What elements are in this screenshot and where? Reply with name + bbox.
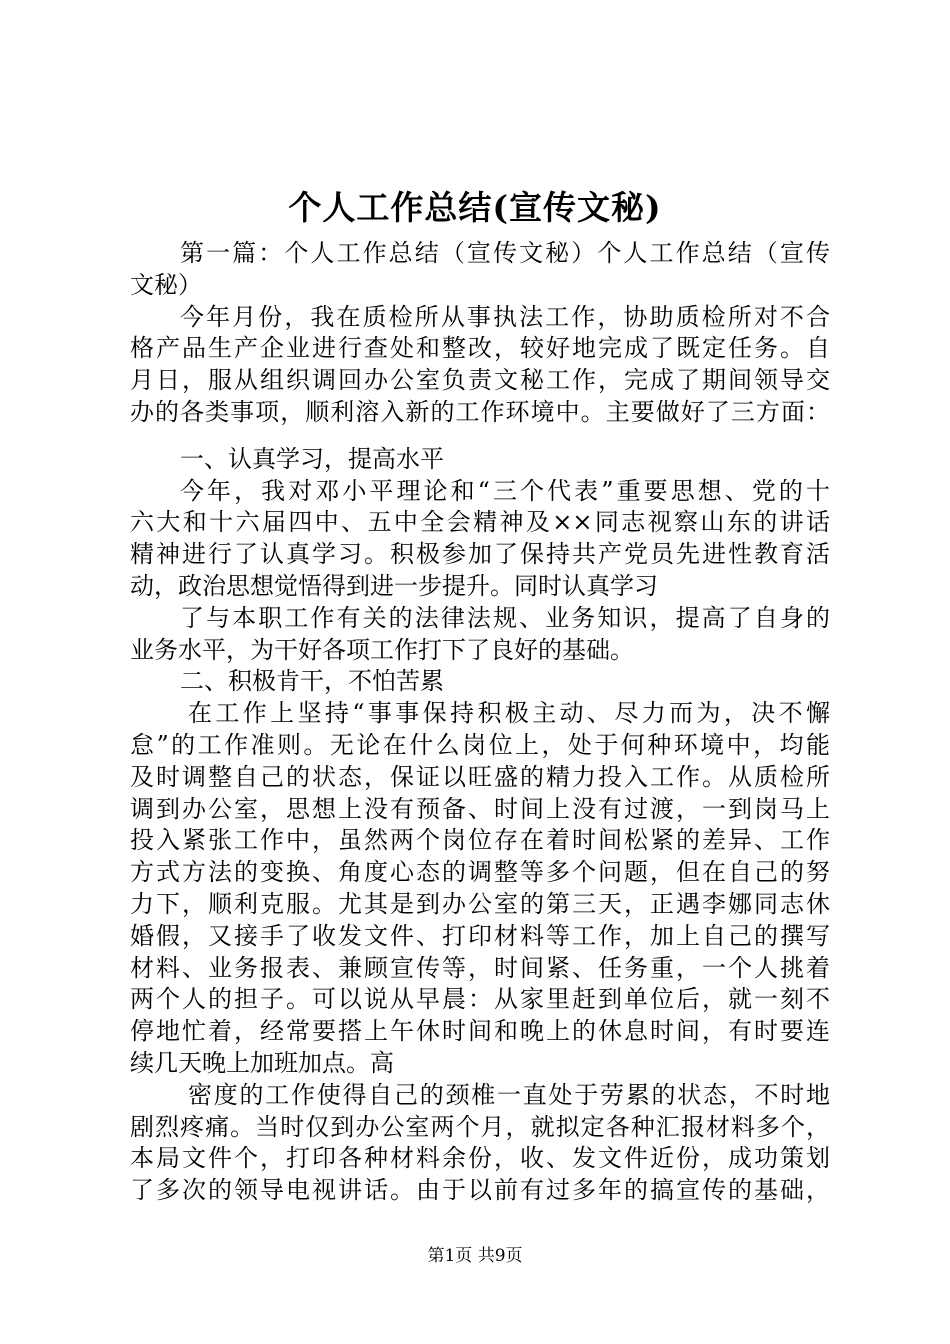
paragraph-line: 剧烈疼痛。当时仅到办公室两个月，就拟定各种汇报材料多个，	[130, 1112, 830, 1141]
paragraph-line: 第一篇：个人工作总结（宣传文秘）个人工作总结（宣传	[180, 239, 830, 267]
paragraph-line: 文秘）	[130, 270, 202, 299]
document-title: 个人工作总结(宣传文秘)	[288, 188, 662, 227]
document-body	[130, 238, 830, 1207]
paragraph-line: 密度的工作使得自己的颈椎一直处于劳累的状态，不时地	[188, 1080, 830, 1109]
paragraph-line: 办的各类事项，顺利溶入新的工作环境中。主要做好了三方面：	[130, 397, 830, 426]
paragraph-line: 及时调整自己的状态，保证以旺盛的精力投入工作。从质检所	[130, 762, 830, 791]
paragraph-gap	[130, 429, 830, 444]
paragraph-line: 格产品生产企业进行查处和整改，较好地完成了既定任务。自	[130, 334, 830, 363]
section-heading: 二、积极肯干，不怕苦累	[180, 667, 444, 696]
paragraph-line: 投入紧张工作中，虽然两个岗位存在着时间松紧的差异、工作	[130, 826, 830, 855]
paragraph-line: 停地忙着，经常要搭上午休时间和晚上的休息时间，有时要连	[130, 1017, 830, 1046]
paragraph-line: 月日，服从组织调回办公室负责文秘工作，完成了期间领导交	[130, 366, 830, 395]
paragraph-line: 方式方法的变换、角度心态的调整等多个问题，但在自己的努	[130, 858, 830, 887]
paragraph-line: 力下，顺利克服。尤其是到办公室的第三天，正遇李娜同志休	[130, 889, 830, 918]
paragraph-line: 精神进行了认真学习。积极参加了保持共产党员先进性教育活	[130, 540, 830, 569]
paragraph-line: 在工作上坚持“事事保持积极主动、尽力而为，决不懈	[188, 699, 830, 728]
paragraph-line: 六大和十六届四中、五中全会精神及××同志视察山东的讲话	[130, 508, 830, 537]
paragraph-line: 两个人的担子。可以说从早晨：从家里赶到单位后，就一刻不	[130, 985, 830, 1014]
paragraph-line: 本局文件个，打印各种材料余份，收、发文件近份，成功策划	[130, 1144, 830, 1173]
paragraph-line: 业务水平，为干好各项工作打下了良好的基础。	[130, 635, 634, 664]
paragraph-line: 怠”的工作准则。无论在什么岗位上，处于何种环境中，均能	[130, 730, 830, 759]
paragraph-line: 今年月份，我在质检所从事执法工作，协助质检所对不合	[180, 302, 830, 331]
paragraph-line: 了多次的领导电视讲话。由于以前有过多年的搞宣传的基础，	[130, 1176, 830, 1205]
paragraph-line: 婚假，又接手了收发文件、打印材料等工作，加上自己的撰写	[130, 921, 830, 950]
paragraph-line: 续几天晚上加班加点。高	[130, 1048, 394, 1077]
paragraph-line: 了与本职工作有关的法律法规、业务知识，提高了自身的	[180, 603, 830, 632]
paragraph-line: 调到办公室，思想上没有预备、时间上没有过渡，一到岗马上	[130, 794, 830, 823]
paragraph-line: 今年，我对邓小平理论和“三个代表”重要思想、党的十	[180, 476, 830, 505]
paragraph-line: 动，政治思想觉悟得到进一步提升。同时认真学习	[130, 571, 658, 600]
section-heading: 一、认真学习，提高水平	[180, 444, 444, 473]
paragraph-line: 材料、业务报表、兼顾宣传等，时间紧、任务重，一个人挑着	[130, 953, 830, 982]
page-number-footer: 第1页 共9页	[427, 1246, 523, 1266]
